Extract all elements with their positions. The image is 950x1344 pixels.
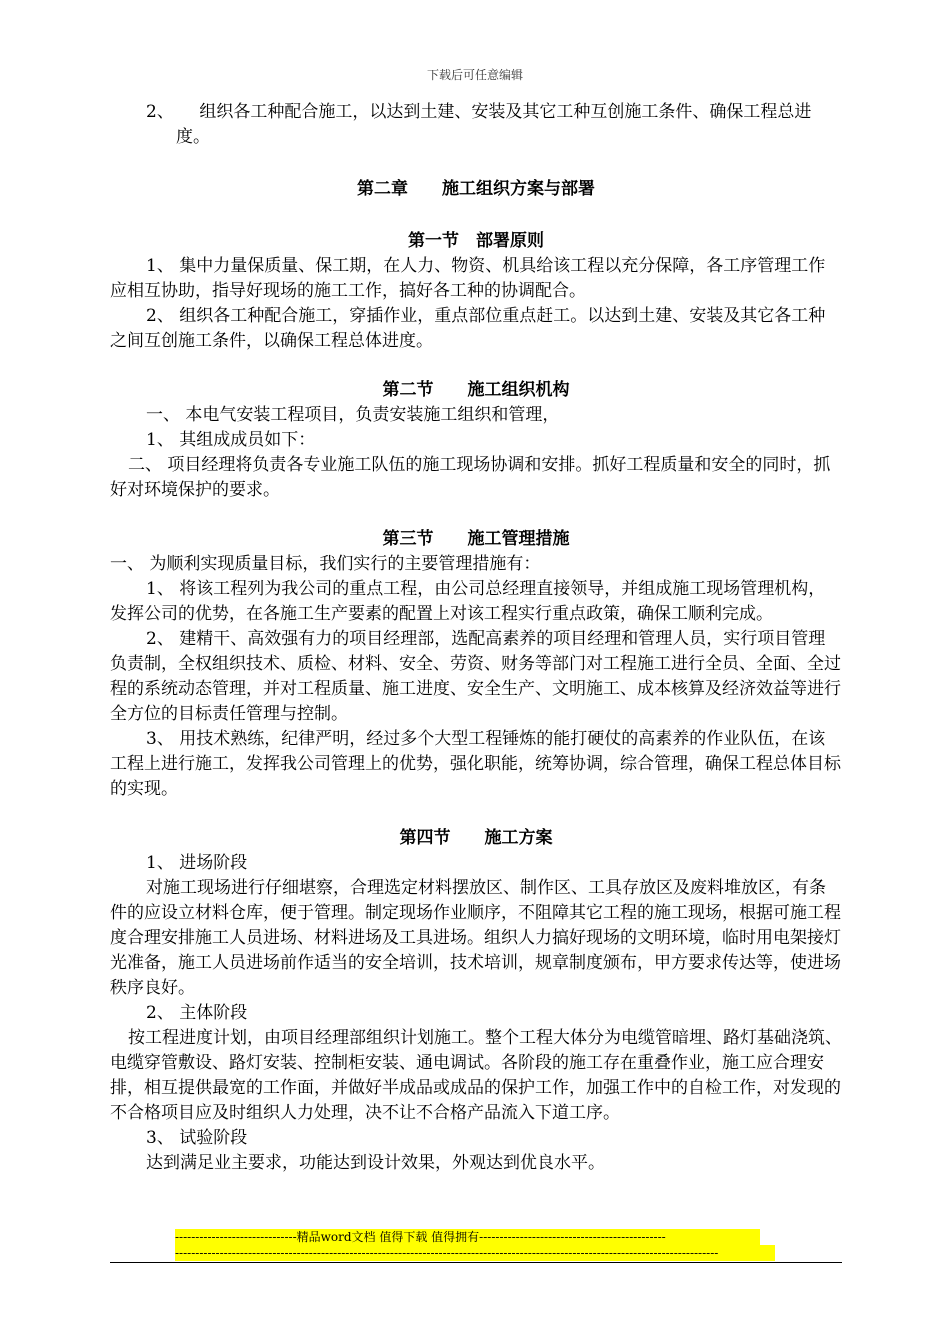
section-4-stage-1-title: 1、 进场阶段 [146,853,248,873]
section-3-title: 第三节 施工管理措施 [382,529,570,549]
section-3-paragraph-1: 1、 将该工程列为我公司的重点工程，由公司总经理直接领导，并组成施工现场管理机构，发挥公司的优势，在各施工生产要素的配置上对该工程实行重点政策，确保工顺利完成。 [110,579,826,624]
section-3-paragraph-3: 3、 用技术熟练，纪律严明，经过多个大型工程锤炼的能打硬仗的高素养的作业队伍，在该工程上进行施工，发挥我公司管理上的优势，强化职能，统筹协调，综合管理，确保工程总体目标的实现。 [110,729,841,799]
intro-item-2 [110,100,842,150]
footer-divider [110,1262,842,1263]
section-4-stage-2-title: 2、 主体阶段 [146,1003,248,1023]
document-body [110,100,842,1176]
section-2-paragraph-1: 一、 本电气安装工程项目，负责安装施工组织和管理， [146,405,560,425]
section-4-title: 第四节 施工方案 [399,828,553,848]
section-4-stage-2-body: 按工程进度计划，由项目经理部组织计划施工。整个工程大体分为电缆管暗埋、路灯基础浇筑、电缆穿管敷设、路灯安装、控制柜安装、通电调试。各阶段的施工存在重叠作业，施工应合理安排，相互提供最宽的工作面，并做好半成品或成品的保护工作，加强工作中的自检工作，对发现的不合格项目应及时组织人力处理，决不让不合格产品流入下道工序。 [110,1028,842,1123]
footer-banner-line-1: ------------------------------精品word文档 值得下载 值得拥有---------------------------------------------- [175,1229,760,1245]
section-4-stage-1-body: 对施工现场进行仔细堪察，合理选定材料摆放区、制作区、工具存放区及废料堆放区，有条件的应设立材料仓库，便于管理。制定现场作业顺序，不阻障其它工程的施工现场，根据可施工程度合理安排施工人员进场、材料进场及工具进场。组织人力搞好现场的文明环境，临时用电架接灯光准备，施工人员进场前作适当的安全培训，技术培训，规章制度颁布，甲方要求传达等，使进场秩序良好。 [110,878,841,998]
intro-item-2-number: 2、 [146,102,166,122]
footer-banner-line-2: -------------------------------------------------------------------------------------------------------------------------------------- [175,1245,775,1261]
section-3-intro: 一、 为顺利实现质量目标，我们实行的主要管理措施有： [110,554,541,574]
section-1-paragraph-2: 2、 组织各工种配合施工，穿插作业，重点部位重点赶工。以达到土建、安装及其它各工种之间互创施工条件，以确保工程总体进度。 [110,306,826,351]
intro-item-2-text: 组织各工种配合施工，以达到土建、安装及其它工种互创施工条件、确保工程总进度。 [176,102,812,147]
page-header: 下载后可任意编辑 [426,68,523,82]
section-2-title: 第二节 施工组织机构 [382,380,570,400]
section-2-paragraph-2: 1、 其组成成员如下： [146,430,316,450]
section-1-paragraph-1: 1、 集中力量保质量、保工期，在人力、物资、机具给该工程以充分保障，各工序管理工作应相互协助，指导好现场的施工工作，搞好各工种的协调配合。 [110,256,826,301]
chapter-2-title: 第二章 施工组织方案与部署 [357,179,595,199]
section-1-title: 第一节 部署原则 [408,231,544,251]
section-3-paragraph-2: 2、 建精干、高效强有力的项目经理部，选配高素养的项目经理和管理人员，实行项目管理负责制，全权组织技术、质检、材料、安全、劳资、财务等部门对工程施工进行全员、全面、全过程的系统动态管理，并对工程质量、施工进度、安全生产、文明施工、成本核算及经济效益等进行全方位的目标责任管理与控制。 [110,629,841,724]
section-4-stage-3-title: 3、 试验阶段 [146,1128,248,1148]
section-2-paragraph-3: 二、 项目经理将负责各专业施工队伍的施工现场协调和安排。抓好工程质量和安全的同时，抓好对环境保护的要求。 [110,455,831,500]
section-4-stage-3-body: 达到满足业主要求，功能达到设计效果，外观达到优良水平。 [146,1153,605,1173]
footer-banner [175,1229,775,1261]
